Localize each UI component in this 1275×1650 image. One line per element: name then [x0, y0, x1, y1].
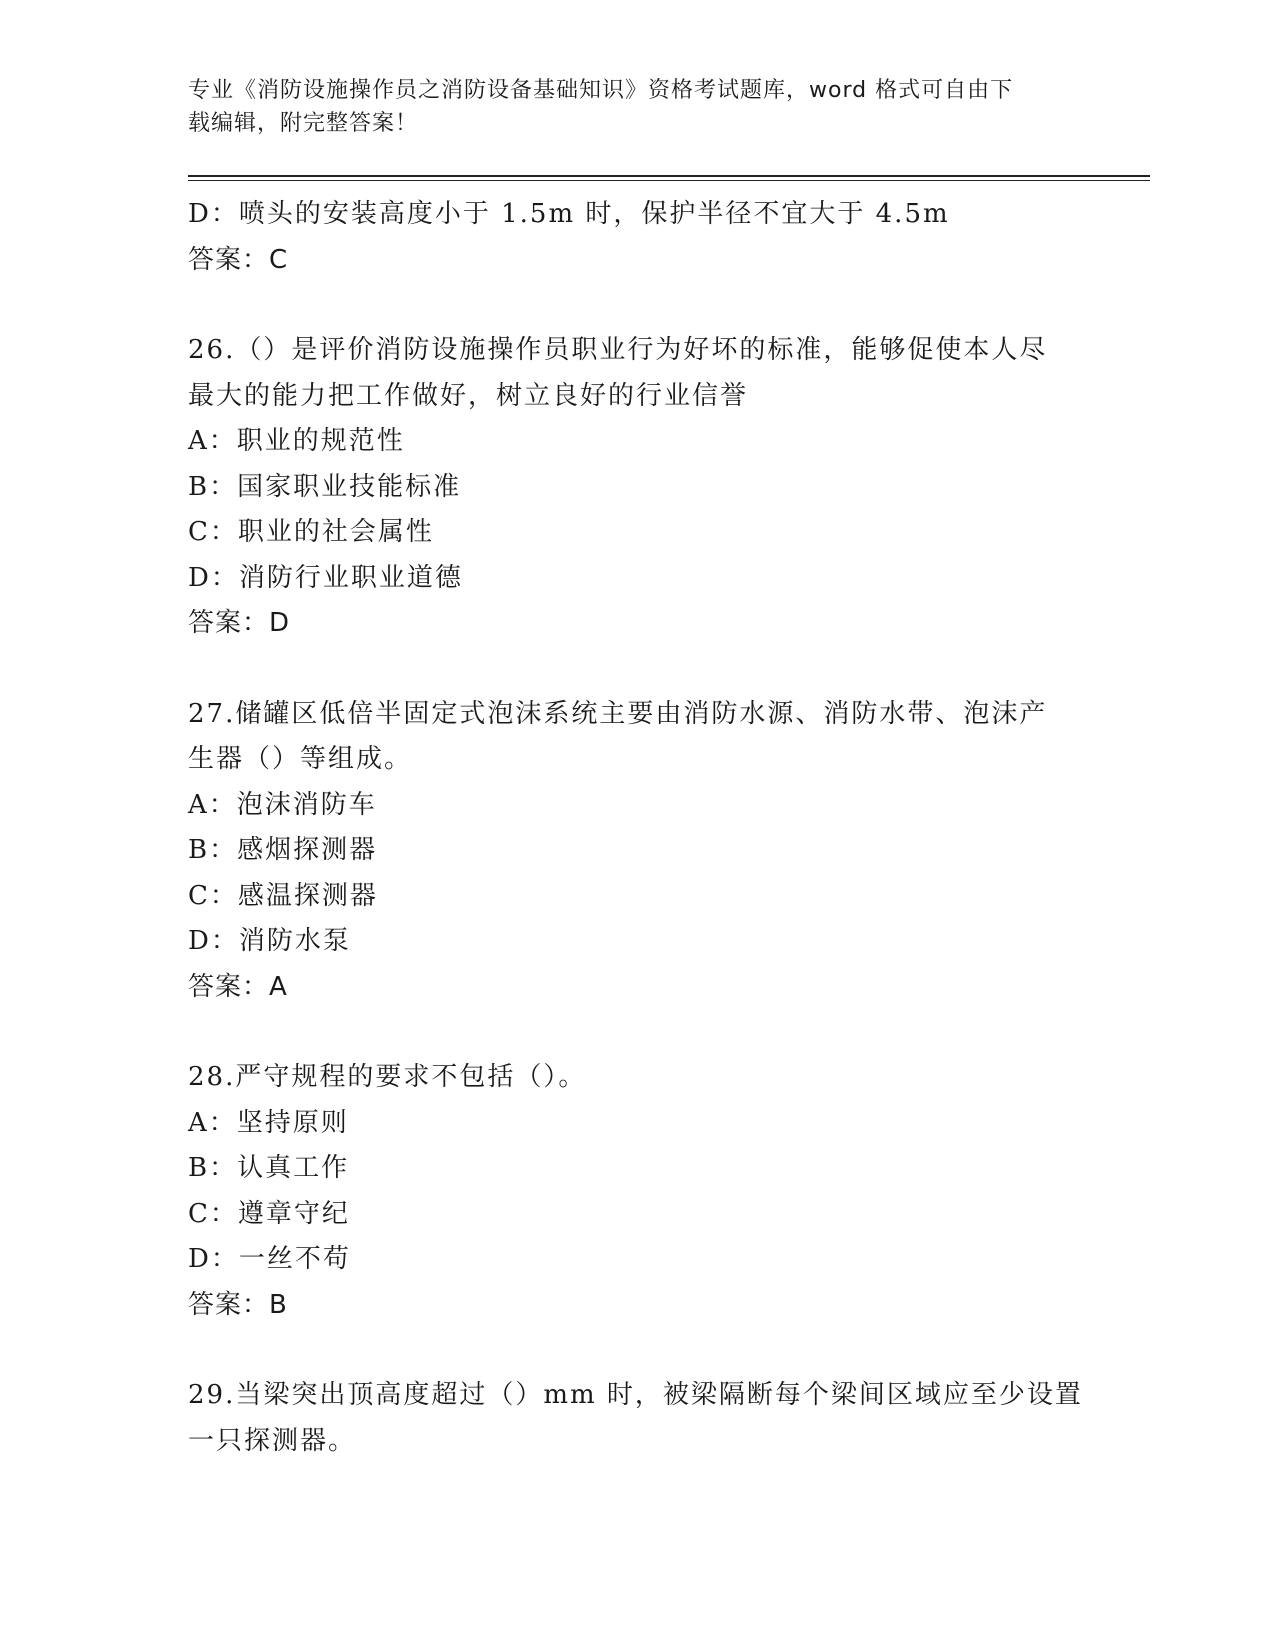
option-d: D：一丝不苟	[188, 1244, 351, 1274]
option-d: D：消防水泵	[188, 926, 351, 956]
option-c: C：遵章守纪	[188, 1198, 350, 1229]
question-stem: 28.严守规程的要求不包括（）。	[188, 1062, 587, 1092]
question-28	[188, 1055, 1088, 1328]
answer-line: 答案：B	[188, 1289, 288, 1320]
option-a: A：泡沫消防车	[188, 789, 377, 820]
document-header	[188, 74, 1088, 140]
spacer	[188, 647, 1088, 692]
question-stem: 29.当梁突出顶高度超过（）mm 时，被梁隔断每个梁间区域应至少设置	[188, 1380, 1083, 1410]
header-divider-thick	[188, 175, 1150, 177]
option-b: B：国家职业技能标准	[188, 471, 462, 502]
option-c: C：职业的社会属性	[188, 517, 434, 547]
question-stem: 一只探测器。	[188, 1425, 357, 1456]
question-25-continuation	[188, 192, 1088, 283]
option-d: D：消防行业职业道德	[188, 562, 463, 593]
option-a: A：职业的规范性	[188, 426, 405, 456]
option-c: C：感温探测器	[188, 880, 378, 911]
question-stem: 27.储罐区低倍半固定式泡沫系统主要由消防水源、消防水带、泡沫产	[188, 698, 1048, 729]
option-b: B：认真工作	[188, 1153, 350, 1183]
option-a: A：坚持原则	[188, 1107, 349, 1138]
option-d: D：喷头的安装高度小于 1.5m 时，保护半径不宜大于 4.5m	[188, 199, 950, 229]
spacer	[188, 283, 1088, 328]
spacer	[188, 1010, 1088, 1055]
question-29	[188, 1373, 1088, 1464]
question-stem: 最大的能力把工作做好，树立良好的行业信誉	[188, 380, 749, 411]
header-line-2: 载编辑，附完整答案！	[188, 111, 419, 136]
spacer	[188, 1328, 1088, 1373]
answer-line: 答案：D	[188, 608, 291, 638]
answer-line: 答案：A	[188, 971, 288, 1002]
question-27	[188, 692, 1088, 1011]
option-b: B：感烟探测器	[188, 835, 378, 865]
header-line-1: 专业《消防设施操作员之消防设备基础知识》资格考试题库，word 格式可自由下	[188, 78, 1014, 103]
question-stem: 26.（）是评价消防设施操作员职业行为好坏的标准，能够促使本人尽	[188, 335, 1048, 365]
document-body	[188, 192, 1088, 1464]
answer-line: 答案：C	[188, 244, 289, 275]
header-divider-thin	[188, 180, 1150, 181]
question-stem: 生器（）等组成。	[188, 744, 413, 774]
question-26	[188, 328, 1088, 647]
